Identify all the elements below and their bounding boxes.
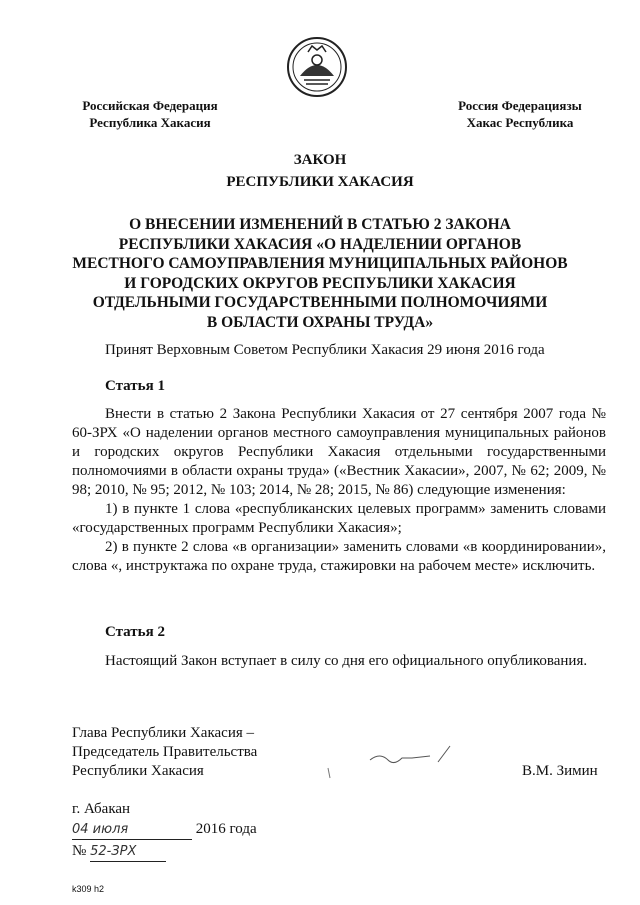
position-line3: Республики Хакасия xyxy=(72,763,204,779)
number-line xyxy=(72,842,166,862)
header-right-line1: Россия Федерациязы xyxy=(458,98,582,113)
title-line2: РЕСПУБЛИКИ ХАКАСИЯ xyxy=(226,174,414,190)
title-line1: ЗАКОН xyxy=(293,152,347,168)
law-name xyxy=(70,215,570,332)
footer-code: k309 h2 xyxy=(72,884,105,894)
signatory-name: В.М. Зимин xyxy=(522,763,598,779)
law-name-line: О ВНЕСЕНИИ ИЗМЕНЕНИЙ В СТАТЬЮ 2 ЗАКОНА xyxy=(129,216,511,233)
header-left xyxy=(70,97,230,131)
header-left-line1: Российская Федерация xyxy=(82,98,218,113)
header-right xyxy=(440,97,600,131)
law-name-line: И ГОРОДСКИХ ОКРУГОВ РЕСПУБЛИКИ ХАКАСИЯ xyxy=(124,274,516,292)
date-handwritten: 04 июля xyxy=(72,820,192,840)
article1-intro: Внести в статью 2 Закона Республики Хакасия от 27 сентября 2007 года № 60-ЗРХ «О наделении органов местного самоуправления муниципальных районов и городских округов Республики Хакасия отдельными государственными полномочиями в области охраны труда» («Вестник Хакасии», 2007, № 62; 2009, № 98; 2010, № 95; 2012, № 103; 2014, № 28; 2015, № 86) следующие изменения: xyxy=(72,406,606,498)
emblem-seal-icon xyxy=(286,36,348,98)
date-year: 2016 года xyxy=(195,821,257,837)
date-line xyxy=(72,820,257,840)
signatory-position xyxy=(72,724,257,781)
law-name-line: МЕСТНОГО САМОУПРАВЛЕНИЯ МУНИЦИПАЛЬНЫХ РАЙОНОВ xyxy=(72,255,568,272)
position-line1: Глава Республики Хакасия – xyxy=(72,725,255,741)
article2-text: Настоящий Закон вступает в силу со дня его официального опубликования. xyxy=(105,653,588,669)
header-left-line2: Республика Хакасия xyxy=(89,115,211,130)
number-prefix: № xyxy=(72,843,87,859)
article1-heading: Статья 1 xyxy=(105,378,165,394)
law-name-line: РЕСПУБЛИКИ ХАКАСИЯ «О НАДЕЛЕНИИ ОРГАНОВ xyxy=(118,235,522,253)
article1-item2: 2) в пункте 2 слова «в организации» заменить словами «в координировании», слова «, инструктажа по охране труда, стажировки на рабочем месте» исключить. xyxy=(72,539,606,574)
number-handwritten: 52-ЗРХ xyxy=(90,842,166,862)
article1-body xyxy=(72,405,606,576)
article2-heading: Статья 2 xyxy=(105,624,165,640)
law-name-line: В ОБЛАСТИ ОХРАНЫ ТРУДА» xyxy=(206,313,434,331)
position-line2: Председатель Правительства xyxy=(72,744,258,760)
article1-item1: 1) в пункте 1 слова «республиканских целевых программ» заменить словами «государственных программ Республики Хакасия»; xyxy=(72,501,606,536)
handwritten-signature xyxy=(320,738,480,793)
law-name-line: ОТДЕЛЬНЫМИ ГОСУДАРСТВЕННЫМИ ПОЛНОМОЧИЯМИ xyxy=(92,294,548,311)
header-right-line2: Хакас Республика xyxy=(466,115,574,130)
place: г. Абакан xyxy=(72,801,131,817)
adopted-statement: Принят Верховным Советом Республики Хакасия 29 июня 2016 года xyxy=(105,342,545,358)
article2-body xyxy=(72,652,606,671)
